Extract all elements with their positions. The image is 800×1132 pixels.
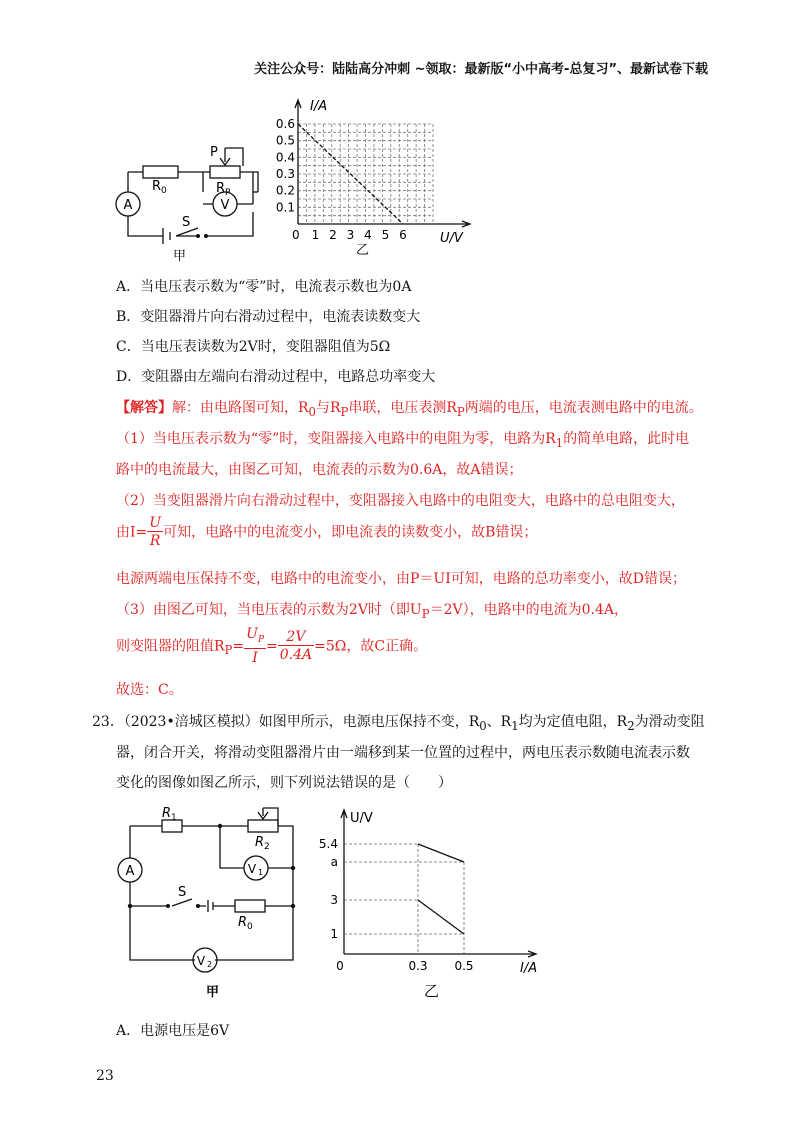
answer-line-6: 电源两端电压保持不变，电路中的电流变小，由P＝UI可知，电路的总功率变小，故D错误；: [116, 571, 686, 587]
figure-label-jia: 甲: [173, 249, 187, 262]
y-axis-label: I/A: [310, 99, 328, 114]
x-tick-label: 4: [364, 228, 372, 242]
figure-label-yi-2: 乙: [424, 982, 440, 1000]
v2-sub: 2: [207, 960, 213, 969]
v2-symbol: V: [196, 954, 206, 968]
x-tick-0.3: 0.3: [408, 959, 428, 973]
x-axis-label: U/V: [440, 231, 463, 246]
ammeter-symbol: A: [123, 198, 133, 213]
answer-line-1: 【解答】解：由电路图可知，$R_0$与$R_P$串联，电压表测$R_P$两端的电压，电流表测电路中的电流。: [116, 400, 703, 419]
r1-sub: 1: [171, 813, 177, 823]
option-c: C．当电压表读数为2V时，变阻器阻值为5Ω: [116, 339, 391, 355]
switch-s-label: S: [182, 215, 191, 230]
answer-line-8: 则变阻器的阻值$R_P=$ $\frac{U_P}{I}$ = $\frac{2V}{0.4A}$ =5Ω，故C正确。: [116, 626, 428, 666]
figure1-graph: [276, 96, 476, 256]
answer-line-5: 由I= $\frac{U}{R}$ 可知，电路中的电流变小，即电流表的读数变小，故B错误；: [116, 515, 538, 549]
rp-label: R: [216, 181, 226, 196]
r2-label: R: [255, 835, 265, 850]
r2-sub: 2: [264, 842, 270, 852]
y-tick-label: 0.5: [276, 133, 295, 148]
q23-line-1: 23．（2023•涪城区模拟）如图甲所示，电源电压保持不变，$R_0$、$R_1$均为定值电阻，$R_2$为滑动变阻: [92, 714, 705, 733]
x-axis-label-2: I/A: [520, 961, 538, 976]
v1-symbol: V: [247, 862, 257, 876]
answer-line-3: 路中的电流最大，由图乙可知，电流表的示数为0.6A，故A错误；: [116, 462, 523, 478]
x-tick-label: 2: [329, 228, 337, 242]
y-tick-label: 0.4: [276, 150, 295, 165]
y-tick-5.4: 5.4: [318, 837, 338, 851]
q23-line-3: 变化的图像如图乙所示，则下列说法错误的是（ ）: [116, 775, 452, 791]
x-tick-label: 1: [311, 228, 320, 242]
rp-sub: P: [225, 188, 231, 198]
r0-sub-2: 0: [247, 922, 253, 932]
x-tick-label: 5: [381, 228, 390, 242]
q23-option-a: A．电源电压是6V: [116, 1023, 230, 1039]
page-number: 23: [96, 1068, 114, 1084]
switch-s-label-2: S: [178, 885, 187, 900]
r0-label-2: R: [238, 915, 248, 930]
origin-label: 0: [292, 228, 300, 242]
x-tick-0.5: 0.5: [454, 959, 474, 973]
q23-line-2: 器，闭合开关，将滑动变阻器滑片由一端移到某一位置的过程中，两电压表示数随电流表示数: [116, 745, 690, 761]
x-tick-label: 3: [346, 228, 355, 242]
y-tick-label: 0.3: [276, 167, 295, 182]
answer-line-2: （1）当电压表示数为“零”时，变阻器接入电路中的电阻为零，电路为$R_1$的简单电路，此时电: [116, 431, 690, 450]
fraction-up-over-i: $\frac{U_P}{I}$: [246, 626, 264, 666]
y-tick-label: 0.6: [276, 117, 295, 132]
figure2-circuit: [110, 806, 310, 1002]
page-header: 关注公众号：陆陆高分冲刺 ~领取：最新版“小中高考-总复习”、最新试卷下载: [254, 62, 708, 77]
voltmeter-symbol: V: [220, 198, 230, 213]
figure-label-jia-2: 甲: [206, 985, 220, 1000]
y-axis-label-2: U/V: [350, 811, 373, 826]
figure1-circuit: [108, 132, 278, 262]
y-tick-label: 0.1: [276, 200, 295, 215]
r1-label: R: [162, 806, 172, 821]
y-tick-3: 3: [330, 893, 338, 907]
figure2-graph: [314, 804, 564, 1004]
option-d: D．变阻器由左端向右滑动过程中，电路总功率变大: [116, 369, 436, 385]
fraction-u-over-r: $\frac{U}{R}$: [149, 515, 162, 549]
answer-line-7: （3）由图乙可知，当电压表的示数为2V时（即$U_P=2V$），电路中的电流为0.4A，: [116, 602, 628, 621]
r0-label: R: [152, 179, 162, 194]
fraction-2v-over-04a: $\frac{2V}{0.4A}$: [279, 628, 313, 663]
slider-p-label: P: [210, 145, 218, 160]
option-a: A．当电压表示数为“零”时，电流表示数也为0A: [116, 279, 412, 295]
answer-tag: 【解答】: [116, 400, 172, 416]
y-tick-a: a: [330, 855, 338, 869]
option-b: B．变阻器滑片向右滑动过程中，电流表读数变大: [116, 309, 421, 325]
figure-label-yi: 乙: [356, 243, 370, 256]
y-tick-label: 0.2: [276, 183, 295, 198]
x-tick-label: 6: [399, 228, 407, 242]
origin-label-2: 0: [336, 959, 344, 973]
v1-sub: 1: [258, 868, 264, 877]
ammeter-symbol-2: A: [125, 864, 135, 879]
r0-sub: 0: [161, 186, 167, 196]
y-tick-1: 1: [330, 927, 338, 941]
answer-line-9: 故选：C。: [116, 682, 183, 698]
answer-line-4: （2）当变阻器滑片向右滑动过程中，变阻器接入电路中的电阻变大，电路中的总电阻变大，: [116, 493, 685, 509]
